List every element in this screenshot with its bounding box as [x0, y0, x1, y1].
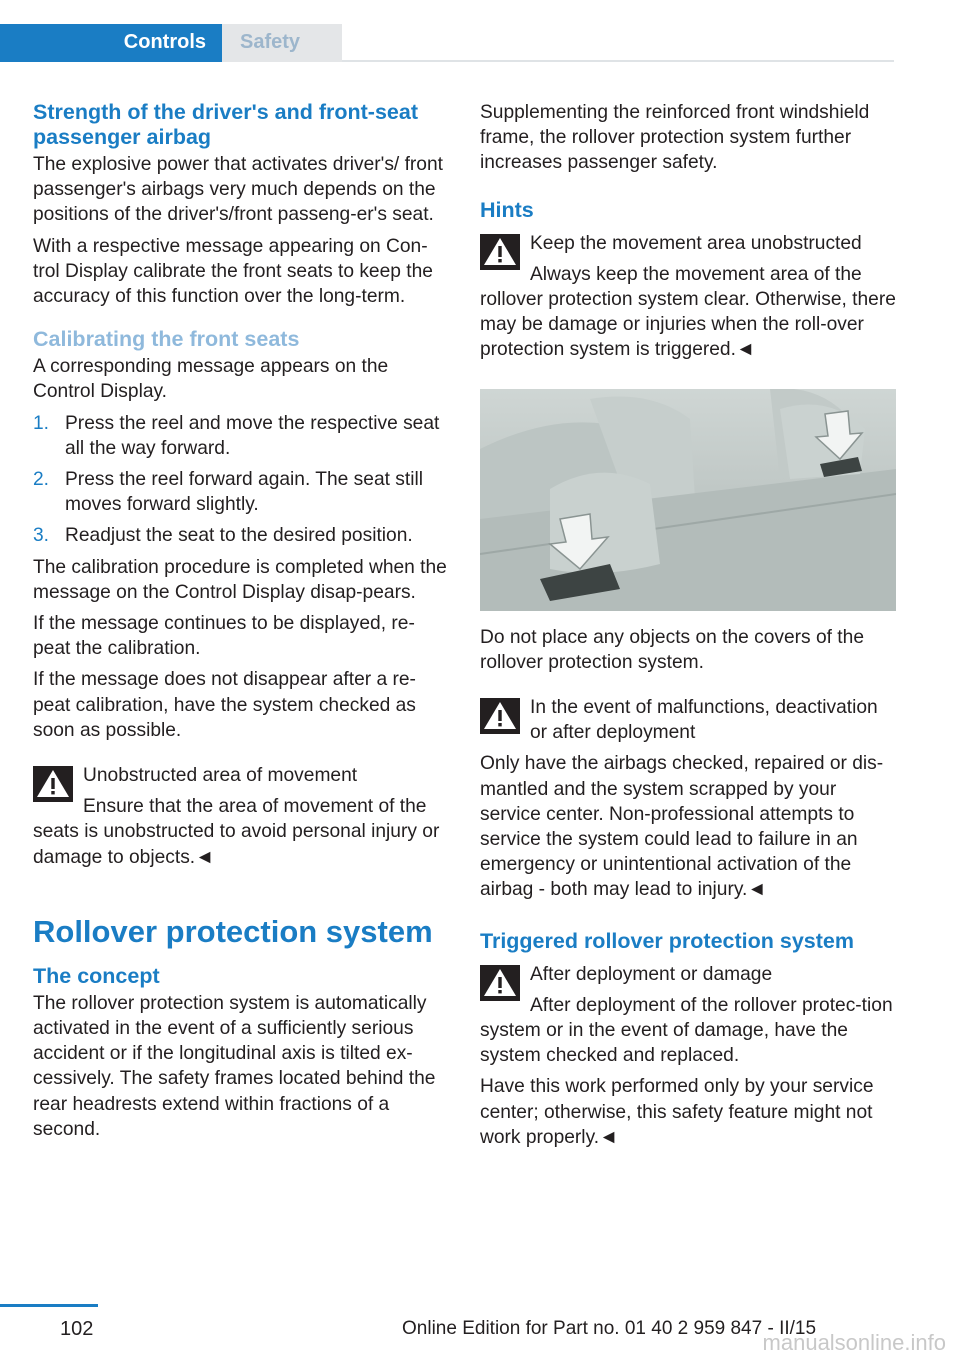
step-text: Readjust the seat to the desired position.: [65, 525, 413, 547]
warning-title: In the event of malfunctions, deactivation or after deployment: [530, 697, 878, 744]
warning-body: Ensure that the area of movement of the seats is unobstructed to avoid personal injury or damage to objects.◄: [33, 796, 440, 868]
warning-title: Keep the movement area unobstructed: [530, 232, 862, 254]
warning-title: After deployment or damage: [530, 963, 773, 985]
paragraph: If the message continues to be displayed, re-peat the calibration.: [33, 613, 415, 660]
heading-rollover: Rollover protection system: [33, 913, 433, 949]
warning-box: [480, 695, 896, 903]
warning-triangle-icon: [480, 234, 520, 270]
paragraph: A corresponding message appears on the Control Display.: [33, 356, 389, 403]
left-column: [33, 100, 449, 1148]
warning-box: [480, 231, 896, 363]
warning-body: Only have the airbags checked, repaired or dis-mantled and the system scrapped by your service center. Non-professional attempts to service the system could lead to failure in an emergency or unintentional activation of the airbag - both may lead to injury.◄: [480, 753, 884, 901]
tab-safety[interactable]: [222, 24, 342, 62]
paragraph: Do not place any objects on the covers of the rollover protection system.: [480, 626, 864, 673]
paragraph: If the message does not disappear after a re-peat calibration, have the system checked as soon as possible.: [33, 669, 416, 741]
warning-triangle-icon: [33, 766, 73, 802]
heading-calibrating: Calibrating the front seats: [33, 327, 300, 352]
warning-title: Unobstructed area of movement: [83, 765, 358, 787]
step-text: Press the reel forward again. The seat still moves forward slightly.: [65, 469, 423, 516]
step-number: 3.: [33, 525, 50, 547]
watermark: manualsonline.info: [762, 1330, 946, 1355]
tab-safety-label: Safety: [240, 31, 301, 53]
step-number: 2.: [33, 469, 50, 491]
calibration-steps: [33, 411, 449, 549]
list-item: [33, 467, 449, 517]
tab-controls[interactable]: [0, 24, 222, 62]
warning-box: [33, 763, 449, 870]
paragraph: Supplementing the reinforced front windshield frame, the rollover protection system further increases passenger safety.: [480, 102, 870, 174]
warning-body: After deployment of the rollover protec-tion system or in the event of damage, have the system checked and replaced.: [480, 994, 893, 1067]
warning-triangle-icon: [480, 698, 520, 734]
step-text: Press the reel and move the respective seat all the way forward.: [65, 412, 440, 459]
list-item: [33, 411, 449, 461]
header-tabs: [0, 0, 960, 62]
heading-triggered: Triggered rollover protection system: [480, 928, 854, 953]
heading-airbag-strength: Strength of the driver's and front-seat passenger airbag: [33, 100, 418, 149]
rollover-covers-illustration: [480, 389, 896, 611]
list-item: [33, 523, 449, 548]
paragraph: The explosive power that activates driver's/ front passenger's airbags very much depends on the positions of the driver's/front passeng-er's seat.: [33, 154, 443, 226]
warning-box: [480, 962, 896, 1069]
page-number: 102: [60, 1318, 94, 1340]
paragraph: The rollover protection system is automatically activated in the event of a sufficiently serious accident or if the longitudinal axis is tilted ex-cessively. The safety frames located behind the rear headrests extend within fractions of a second.: [33, 992, 436, 1140]
warning-triangle-icon: [480, 965, 520, 1001]
tab-controls-label: Controls: [123, 31, 206, 53]
step-number: 1.: [33, 412, 50, 434]
heading-hints: Hints: [480, 197, 534, 222]
rollover-covers-image: [480, 389, 896, 611]
right-column: [480, 100, 896, 1156]
header-rule: [342, 60, 894, 62]
paragraph: The calibration procedure is completed when the message on the Control Display disap-pears.: [33, 556, 447, 603]
warning-body: Always keep the movement area of the rollover protection system clear. Otherwise, there may be damage or injuries when the roll-over protection system is triggered.◄: [480, 263, 896, 361]
edition-note: Online Edition for Part no. 01 40 2 959 847 - II/15: [402, 1318, 817, 1339]
paragraph: Have this work performed only by your service center; otherwise, this safety feature might not work properly.◄: [480, 1076, 874, 1148]
paragraph: With a respective message appearing on Con-trol Display calibrate the front seats to keep the accuracy of this function over the long-term.: [33, 235, 433, 308]
footer-rule: [0, 1304, 98, 1307]
heading-concept: The concept: [33, 963, 160, 988]
